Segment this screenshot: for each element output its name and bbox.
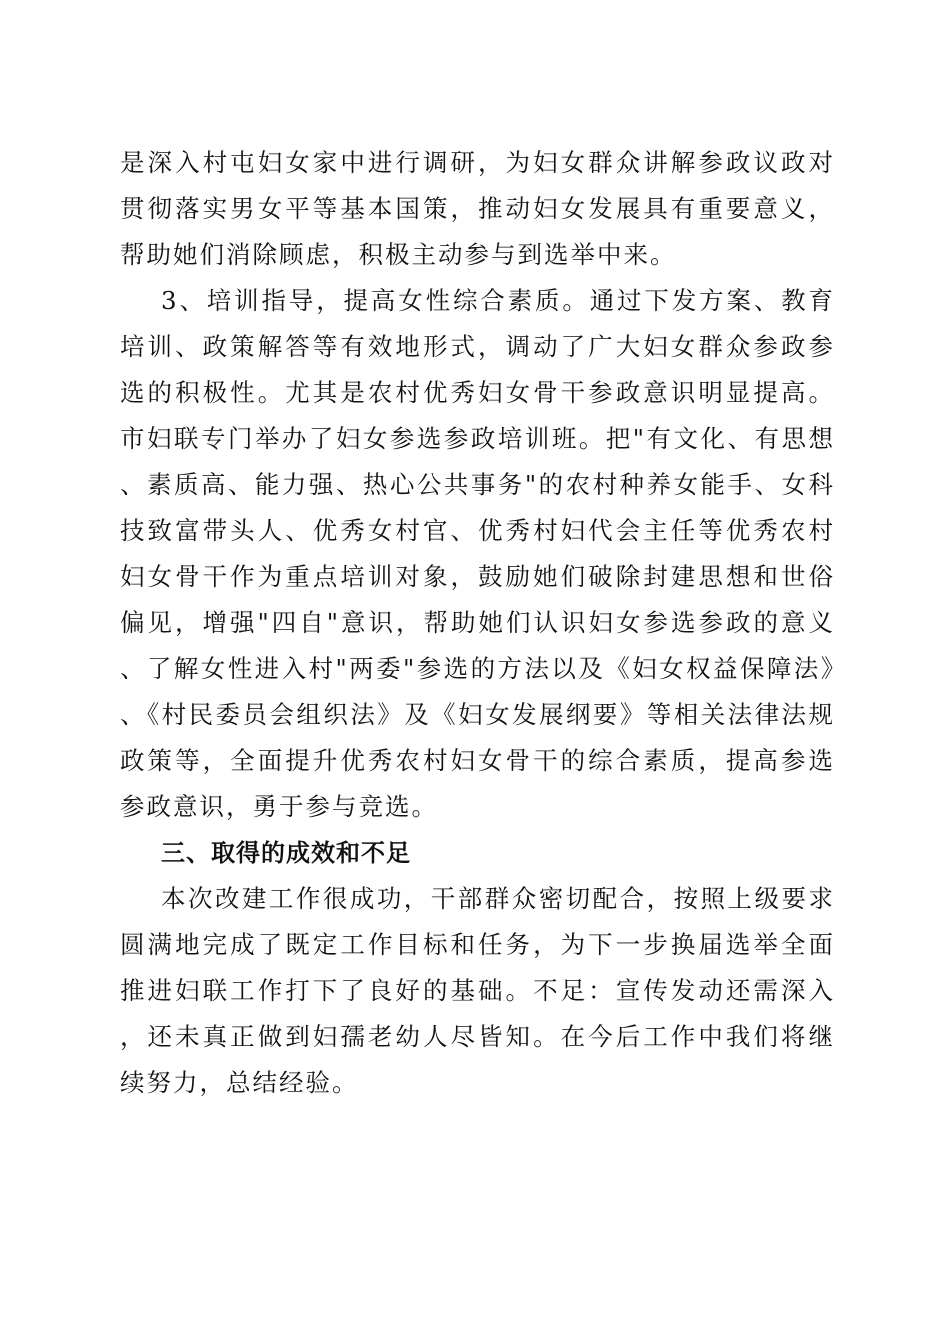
paragraph-results-and-shortcomings: 本次改建工作很成功，干部群众密切配合，按照上级要求圆满地完成了既定工作目标和任务，为下一步换届选举全面推进妇联工作打下了良好的基础。不足：宣传发动还需深入，还未真正做到妇孺老幼人尽皆知。在今后工作中我们将继续努力，总结经验。 xyxy=(120,884,835,1097)
section-heading: 三、取得的成效和不足 xyxy=(161,839,411,867)
document-body xyxy=(120,140,835,1106)
paragraph-training-guidance: 3、培训指导，提高女性综合素质。通过下发方案、教育培训、政策解答等有效地形式，调动了广大妇女群众参政参选的积极性。尤其是农村优秀妇女骨干参政意识明显提高。市妇联专门举办了妇女参选参政培训班。把"有文化、有思想、素质高、能力强、热心公共事务"的农村种养女能手、女科技致富带头人、优秀女村官、优秀村妇代会主任等优秀农村妇女骨干作为重点培训对象，鼓励她们破除封建思想和世俗偏见，增强"四自"意识，帮助她们认识妇女参选参政的意义、了解女性进入村"两委"参选的方法以及《妇女权益保障法》、《村民委员会组织法》及《妇女发展纲要》等相关法律法规政策等，全面提升优秀农村妇女骨干的综合素质，提高参选参政意识，勇于参与竞选。 xyxy=(120,286,835,821)
paragraph-continuation: 是深入村屯妇女家中进行调研，为妇女群众讲解参政议政对贯彻落实男女平等基本国策，推动妇女发展具有重要意义，帮助她们消除顾虑，积极主动参与到选举中来。 xyxy=(120,148,835,269)
